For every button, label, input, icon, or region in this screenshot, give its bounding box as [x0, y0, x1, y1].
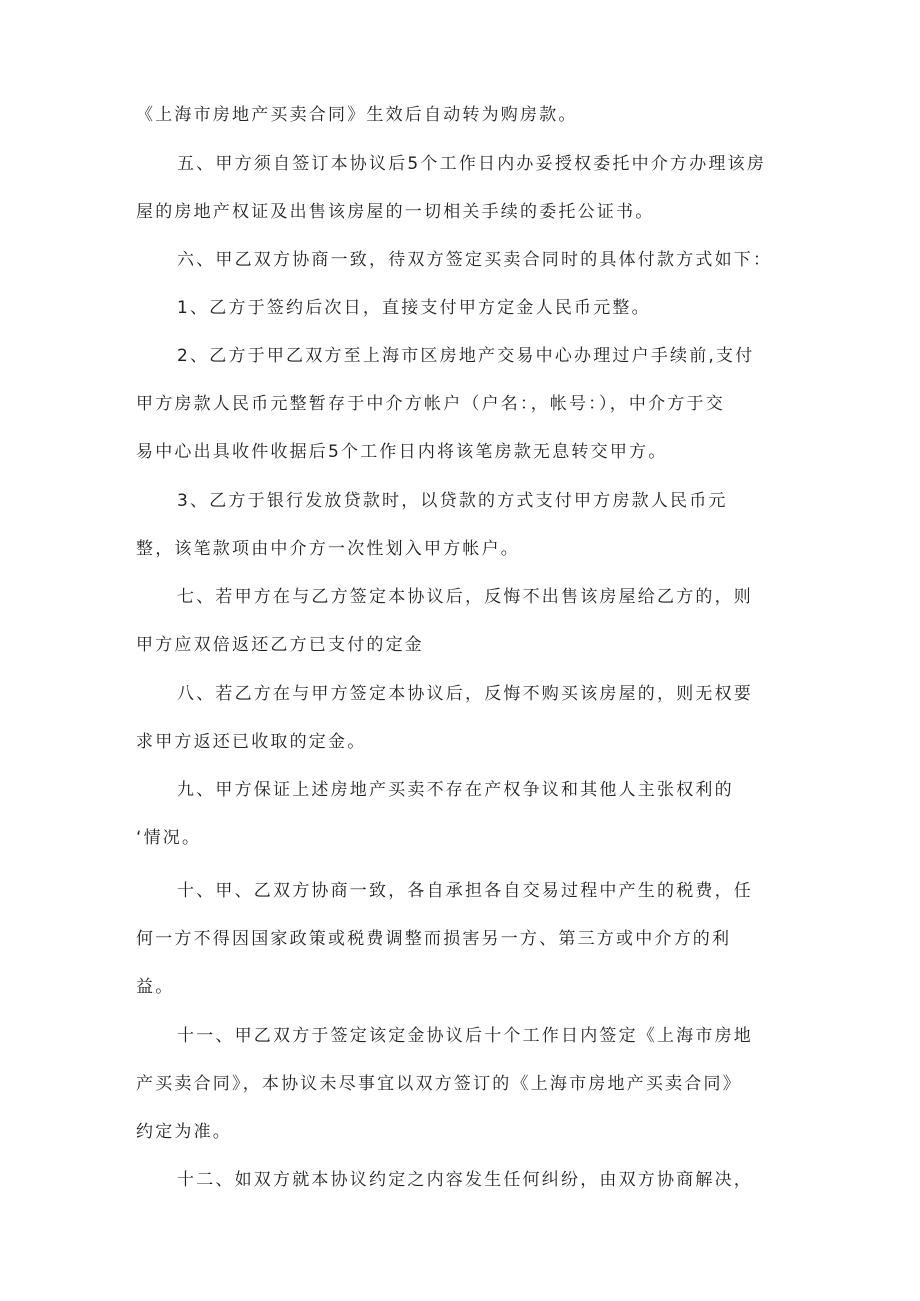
line-11: 七、若甲方在与乙方签定本协议后，反悔不出售该房屋给乙方的，则: [177, 587, 753, 607]
line-22: 约定为准。: [136, 1122, 232, 1142]
line-16: ‘情况。: [136, 828, 202, 848]
line-23: 十二、如双方就本协议约定之内容发生任何纠纷，由双方协商解决，: [177, 1170, 753, 1190]
line-2: 五、甲方须自签订本协议后5个工作日内办妥授权委托中介方办理该房: [177, 154, 767, 174]
line-14: 求甲方返还已收取的定金。: [136, 732, 367, 752]
line-4: 六、甲乙双方协商一致，待双方签定买卖合同时的具体付款方式如下：: [177, 250, 773, 270]
line-21: 产买卖合同》，本协议未尽事宜以双方签订的《上海市房地产买卖合同》: [136, 1074, 742, 1094]
line-1: 《上海市房地产买卖合同》生效后自动转为购房款。: [136, 105, 578, 125]
line-6: 2、乙方于甲乙双方至上海市区房地产交易中心办理过户手续前,支付: [177, 346, 755, 366]
line-7: 甲方房款人民币元整暂存于中介方帐户（户名：，帐号：），中介方于交: [136, 394, 725, 414]
line-5: 1、乙方于签约后次日，直接支付甲方定金人民币元整。: [177, 298, 651, 318]
line-9: 3、乙方于银行发放贷款时，以贷款的方式支付甲方房款人民币元: [177, 491, 728, 511]
line-8: 易中心出具收件收据后5个工作日内将该笔房款无息转交甲方。: [136, 442, 668, 462]
line-18: 何一方不得因国家政策或税费调整而损害另一方、第三方或中介方的利: [136, 929, 732, 949]
line-15: 九、甲方保证上述房地产买卖不存在产权争议和其他人主张权利的: [177, 780, 734, 800]
line-3: 屋的房地产权证及出售该房屋的一切相关手续的委托公证书。: [136, 202, 655, 222]
line-20: 十一、甲乙双方于签定该定金协议后十个工作日内签定《上海市房地: [177, 1026, 753, 1046]
line-10: 整，该笔款项由中介方一次性划入甲方帐户。: [136, 539, 520, 559]
line-17: 十、甲、乙双方协商一致，各自承担各自交易过程中产生的税费，任: [177, 881, 753, 901]
line-13: 八、若乙方在与甲方签定本协议后，反悔不购买该房屋的，则无权要: [177, 684, 753, 704]
line-19: 益。: [136, 977, 175, 997]
line-12: 甲方应双倍返还乙方已支付的定金: [136, 635, 424, 655]
